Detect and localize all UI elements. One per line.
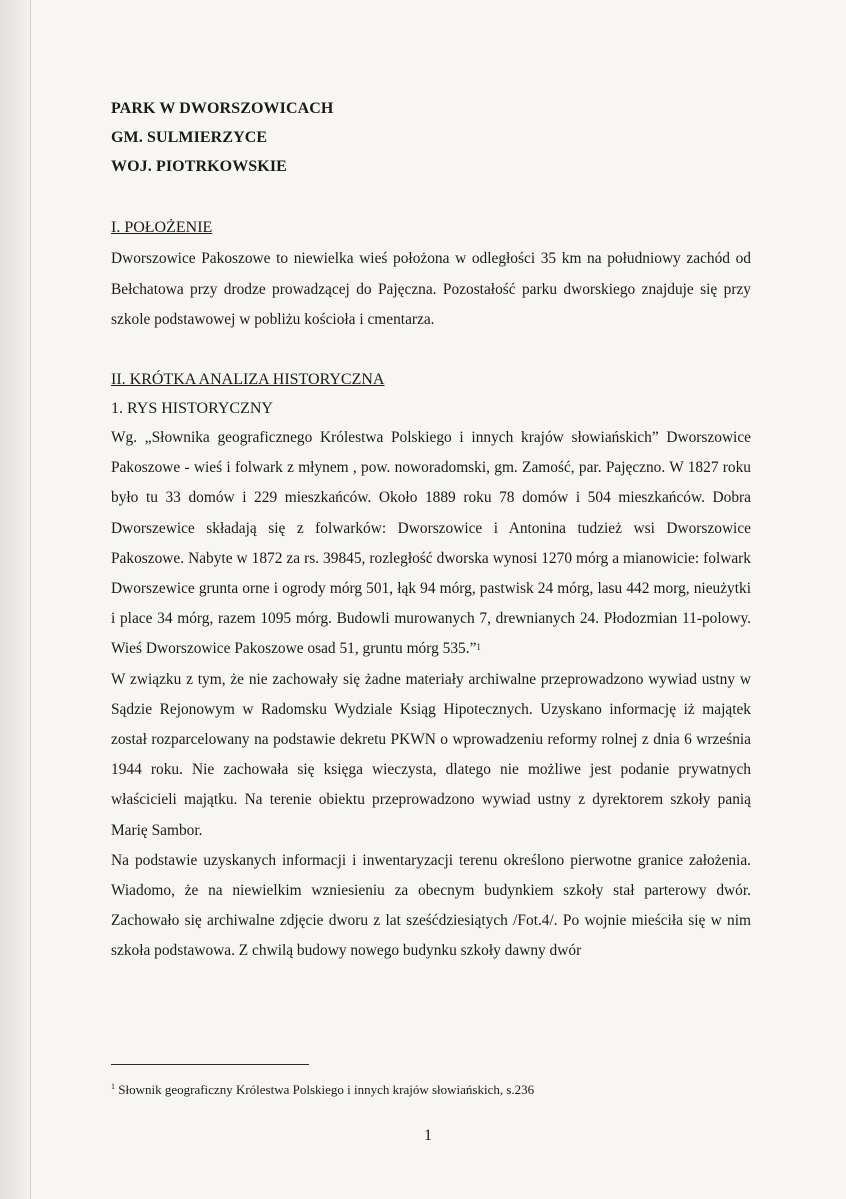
header-voivodeship: WOJ. PIOTRKOWSKIE bbox=[111, 158, 287, 175]
history-paragraph-3: Na podstawie uzyskanych informacji i inwentaryzacji terenu określono pierwotne granice założenia. Wiadomo, że na niewielkim wzniesieniu za obecnym budynkiem szkoły stał parterowy dwór. Zachowało się archiwalne zdjęcie dworu z lat sześćdziesiątych /Fot.4/. Po wojnie mieściła się w nim szkoła podstawowa. Z chwilą budowy nowego budynku szkoły dawny dwór bbox=[111, 851, 751, 960]
section-heading-history: II. KRÓTKA ANALIZA HISTORYCZNA bbox=[111, 371, 385, 388]
footnote-number: 1 bbox=[111, 1082, 115, 1091]
history-paragraph-2: W związku z tym, że nie zachowały się żadne materiały archiwalne przeprowadzono wywiad ustny w Sądzie Rejonowym w Radomsku Wydziale Ksiąg Hipotecznych. Uzyskano informację iż majątek został rozparcelowany na podstawie dekretu PKWN o wprowadzeniu reformy rolnej z dnia 6 września 1944 roku. Nie zachowała się księga wieczysta, dlatego nie możliwe jest podanie prywatnych właścicieli majątku. Na terenie obiektu przeprowadzono wywiad ustny z dyrektorem szkoły panią Marię Sambor. bbox=[111, 670, 751, 839]
document-header bbox=[111, 94, 751, 181]
location-paragraph: Dworszowice Pakoszowe to niewielka wieś położona w odległości 35 km na południowy zachód od Bełchatowa przy drodze prowadzącej do Pajęczna. Pozostałość parku dworskiego znajduje się przy szkole podstawowej w pobliżu kościoła i cmentarza. bbox=[111, 250, 751, 328]
section-location bbox=[111, 215, 751, 336]
page-number-value: 1 bbox=[424, 1127, 432, 1144]
page-binding-edge bbox=[0, 0, 34, 1199]
header-commune: GM. SULMIERZYCE bbox=[111, 129, 268, 146]
page-fold-line bbox=[30, 0, 31, 1199]
section-heading-location: I. POŁOŻENIE bbox=[111, 219, 213, 236]
footnote-reference: 1 bbox=[476, 642, 481, 653]
section-history bbox=[111, 367, 751, 967]
history-paragraph-1-text: Wg. „Słownika geograficznego Królestwa Polskiego i innych krajów słowiańskich” Dworszowice Pakoszowe - wieś i folwark z młynem , pow. noworadomski, gm. Zamość, par. Pajęczno. W 1827 roku było tu 33 domów i 229 mieszkańców. Około 1889 roku 78 domów i 504 mieszkańców. Dobra Dworszewice składają się z folwarków: Dworszowice i Antonina tudzież wsi Dworszowice Pakoszowe. Nabyte w 1872 za rs. 39845, rozległość dworska wynosi 1270 mórg a mianowicie: folwark Dworszewice grunta orne i ogrody mórg 501, łąk 94 mórg, pastwisk 24 mórg, lasu 442 morg, nieużytki i place 34 mórg, razem 1095 mórg. Budowli murowanych 7, drewnianych 24. Płodozmian 11-polowy. Wieś Dworszowice Pakoszowe osad 51, gruntu mórg 535.” bbox=[111, 429, 751, 658]
history-paragraph-1 bbox=[111, 423, 751, 665]
header-title-park: PARK W DWORSZOWICACH bbox=[111, 100, 334, 117]
subheading-historical-outline: 1. RYS HISTORYCZNY bbox=[111, 400, 273, 417]
page-number bbox=[0, 1126, 846, 1146]
footnote bbox=[111, 1081, 751, 1099]
footnote-text: Słownik geograficzny Królestwa Polskiego i innych krajów słowiańskich, s.236 bbox=[118, 1082, 535, 1097]
footnote-separator bbox=[111, 1064, 309, 1065]
